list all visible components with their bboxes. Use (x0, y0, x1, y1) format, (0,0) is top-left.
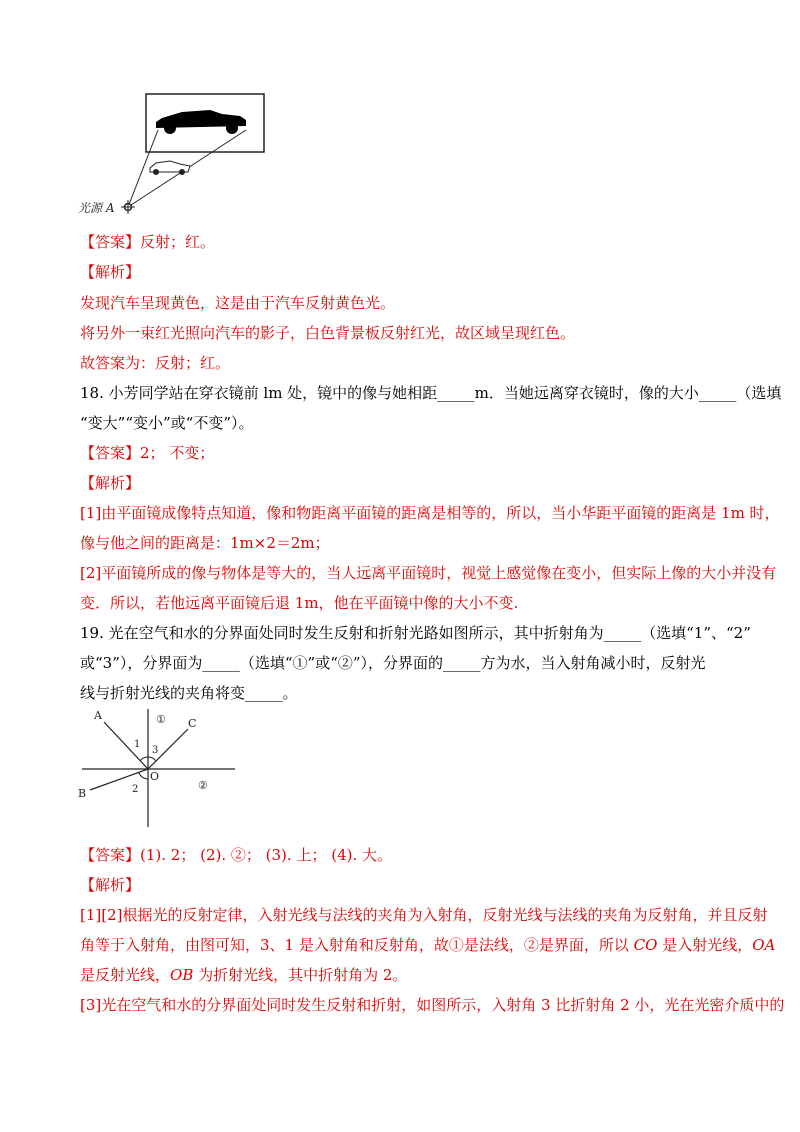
ray-b (90, 769, 148, 790)
analysis-line: [3]光在空气和水的分界面处同时发生反射和折射，如图所示，入射角 3 比折射角 2 小，光在光密介质中的 (80, 996, 785, 1014)
question-line: 18. 小芳同学站在穿衣镜前 lm 处，镜中的像与她相距_____m．当她远离穿衣镜时，像的大小_____（选填 (80, 384, 782, 402)
answer-tag: 【答案】 (80, 846, 141, 864)
label-a: A (94, 709, 102, 722)
answer-tag: 【答案】 (80, 444, 141, 462)
question-line: “变大”“变小”或“不变”）。 (80, 414, 254, 432)
answer-text: (1). 2； (2). ②； (3). 上； (4). 大。 (140, 846, 392, 864)
label-c: C (188, 717, 197, 730)
analysis-line: [1]由平面镜成像特点知道，像和物距离平面镜的距离是相等的，所以，当小华距平面镜的距离是 1m 时， (80, 504, 780, 522)
analysis-tag: 【解析】 (80, 474, 141, 492)
analysis-tag: 【解析】 (80, 876, 141, 894)
answer-text: 2； 不变； (140, 444, 215, 462)
analysis-line: [2]平面镜所成的像与物体是等大的，当人远离平面镜时，视觉上感觉像在变小，但实际上像的大小并没有 (80, 564, 777, 582)
label-angle-3: 3 (152, 745, 159, 756)
label-angle-2: 2 (132, 784, 139, 795)
analysis-line: 角等于入射角，由图可知，3、1 是入射角和反射角，故①是法线，②是界面，所以 CO 是入射光线，OA (80, 936, 776, 954)
label-circle-1: ① (156, 713, 166, 726)
label-angle-1: 1 (134, 739, 141, 750)
analysis-line: 变．所以，若他远离平面镜后退 1m，他在平面镜中像的大小不变. (80, 594, 519, 612)
question-line: 或“3”），分界面为_____（选填“①”或“②”），分界面的_____方为水，当入射角减小时，反射光 (80, 654, 706, 672)
ray-a (104, 722, 148, 769)
label-circle-2: ② (198, 779, 208, 792)
answer-tag: 【答案】 (80, 233, 141, 251)
light-source-icon (121, 200, 135, 214)
label-o: O (150, 770, 160, 783)
analysis-line: [1][2]根据光的反射定律，入射光线与法线的夹角为入射角，反射光线与法线的夹角为反射角，并且反射 (80, 906, 768, 924)
question-line: 线与折射光线的夹角将变_____。 (80, 684, 298, 702)
question-line: 19. 光在空气和水的分界面处同时发生反射和折射光路如图所示，其中折射角为_____（选填“1”、“2” (80, 624, 751, 642)
label-b: B (78, 787, 87, 800)
analysis-line: 故答案为：反射；红。 (80, 354, 231, 372)
answer-text: 反射；红。 (140, 233, 216, 251)
analysis-line: 是反射光线，OB 为折射光线，其中折射角为 2。 (80, 966, 408, 984)
analysis-tag: 【解析】 (80, 263, 141, 281)
analysis-line: 像与他之间的距离是：1m×2＝2m； (80, 534, 330, 552)
analysis-line: 发现汽车呈现黄色，这是由于汽车反射黄色光。 (80, 294, 396, 312)
analysis-line: 将另外一束红光照向汽车的影子，白色背景板反射红光，故区域呈现红色。 (80, 324, 576, 342)
refraction-diagram (70, 705, 240, 830)
light-source-label: 光源 A (78, 201, 115, 215)
car-reflection-figure (70, 90, 280, 218)
